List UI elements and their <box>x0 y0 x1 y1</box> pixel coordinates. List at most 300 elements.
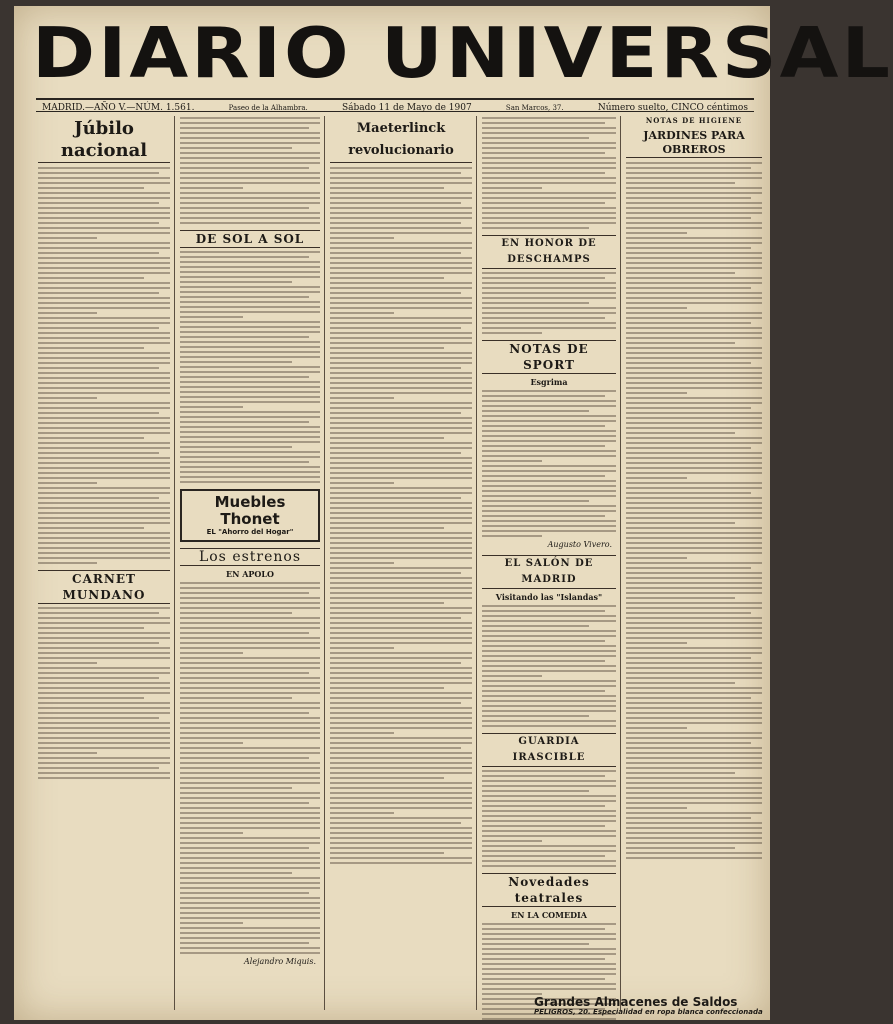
text-line <box>330 647 394 649</box>
text-line <box>330 682 472 684</box>
article-body <box>482 117 616 229</box>
text-line <box>180 842 320 844</box>
text-line <box>482 217 616 219</box>
text-line <box>180 657 320 659</box>
text-line <box>626 487 762 489</box>
text-line <box>38 557 170 559</box>
text-line <box>38 542 170 544</box>
text-line <box>626 472 762 474</box>
text-line <box>482 615 616 617</box>
text-line <box>180 336 309 338</box>
text-line <box>38 692 170 694</box>
text-line <box>38 187 144 189</box>
text-line <box>180 612 292 614</box>
text-line <box>38 362 170 364</box>
section-heading: GUARDIA IRASCIBLE <box>482 733 616 767</box>
column-4 <box>482 114 616 1012</box>
text-line <box>626 347 762 349</box>
text-line <box>330 782 472 784</box>
text-line <box>330 752 472 754</box>
text-line <box>180 436 320 438</box>
text-line <box>180 326 320 328</box>
text-line <box>180 306 320 308</box>
text-line <box>482 640 605 642</box>
text-line <box>38 357 170 359</box>
text-line <box>330 567 472 569</box>
text-line <box>180 642 320 644</box>
issue-number: MADRID.—AÑO V.—NÚM. 1.561. <box>42 103 195 113</box>
text-line <box>482 605 616 607</box>
newspaper-page <box>14 6 893 1020</box>
text-line <box>482 710 616 712</box>
text-line <box>626 192 762 194</box>
text-line <box>482 312 616 314</box>
text-line <box>180 356 320 358</box>
masthead-title: DIARIO UNIVERSAL <box>32 11 893 94</box>
text-line <box>626 302 762 304</box>
text-line <box>180 752 320 754</box>
text-line <box>482 480 616 482</box>
issue-price: Número suelto, CINCO céntimos <box>597 103 748 113</box>
text-line <box>330 812 394 814</box>
text-line <box>482 968 616 970</box>
text-line <box>330 777 444 779</box>
text-line <box>330 297 472 299</box>
text-line <box>38 167 170 169</box>
text-line <box>330 792 472 794</box>
text-line <box>180 152 320 154</box>
text-line <box>626 442 762 444</box>
text-line <box>482 187 542 189</box>
text-line <box>482 680 616 682</box>
text-line <box>330 457 472 459</box>
text-line <box>330 512 472 514</box>
text-line <box>626 692 762 694</box>
text-line <box>626 702 762 704</box>
text-line <box>330 352 472 354</box>
section-heading: CARNET MUNDANO <box>38 570 170 604</box>
text-line <box>626 417 762 419</box>
text-line <box>626 462 762 464</box>
text-line <box>180 416 320 418</box>
text-line <box>330 832 472 834</box>
text-line <box>626 792 762 794</box>
text-line <box>482 435 616 437</box>
text-line <box>330 487 472 489</box>
text-line <box>626 467 762 469</box>
text-line <box>330 817 472 819</box>
text-line <box>180 212 320 214</box>
text-line <box>180 867 320 869</box>
text-line <box>626 282 762 284</box>
text-line <box>626 422 762 424</box>
text-line <box>38 657 170 659</box>
text-line <box>38 252 159 254</box>
text-line <box>626 837 762 839</box>
text-line <box>626 252 762 254</box>
text-line <box>626 492 751 494</box>
text-line <box>330 787 472 789</box>
text-line <box>180 386 320 388</box>
text-line <box>180 256 309 258</box>
text-line <box>180 892 309 894</box>
text-line <box>180 316 243 318</box>
text-line <box>38 722 170 724</box>
text-line <box>330 677 472 679</box>
text-line <box>482 525 616 527</box>
text-line <box>330 382 472 384</box>
text-line <box>180 817 320 819</box>
text-line <box>38 382 170 384</box>
text-line <box>38 512 170 514</box>
section-subheading: Visitando las "Islandas" <box>495 592 603 602</box>
text-line <box>38 507 170 509</box>
text-line <box>38 402 170 404</box>
text-line <box>330 727 472 729</box>
text-line <box>330 587 472 589</box>
article-signature: Alejandro Miquis. <box>243 957 316 966</box>
text-line <box>180 797 320 799</box>
text-line <box>330 307 472 309</box>
text-line <box>626 602 762 604</box>
text-line <box>330 707 472 709</box>
text-line <box>180 132 320 134</box>
text-line <box>38 312 97 314</box>
column-5 <box>626 114 762 1012</box>
text-line <box>626 452 762 454</box>
text-line <box>38 632 170 634</box>
text-line <box>626 167 751 169</box>
text-line <box>626 457 762 459</box>
text-line <box>482 695 616 697</box>
text-line <box>626 332 762 334</box>
text-line <box>626 227 762 229</box>
text-line <box>626 232 687 234</box>
text-line <box>38 222 159 224</box>
text-line <box>482 465 616 467</box>
text-line <box>330 652 472 654</box>
text-line <box>626 572 762 574</box>
text-line <box>626 637 762 639</box>
text-line <box>38 342 170 344</box>
text-line <box>180 757 309 759</box>
text-line <box>330 632 472 634</box>
text-line <box>626 607 762 609</box>
text-line <box>38 387 170 389</box>
text-line <box>626 297 762 299</box>
text-line <box>482 440 616 442</box>
text-line <box>38 772 170 774</box>
text-line <box>330 432 472 434</box>
text-line <box>38 442 170 444</box>
text-line <box>38 717 159 719</box>
text-line <box>482 287 616 289</box>
text-line <box>626 552 762 554</box>
text-line <box>38 472 170 474</box>
text-line <box>330 237 394 239</box>
text-line <box>482 505 616 507</box>
text-line <box>180 772 320 774</box>
text-line <box>330 772 472 774</box>
text-line <box>626 772 735 774</box>
text-line <box>180 142 320 144</box>
text-line <box>180 807 320 809</box>
text-line <box>626 292 762 294</box>
text-line <box>626 367 762 369</box>
text-line <box>482 650 616 652</box>
text-line <box>180 907 320 909</box>
section-heading: Los estrenos <box>180 548 320 566</box>
text-line <box>482 500 589 502</box>
text-line <box>482 948 616 950</box>
text-line <box>38 352 170 354</box>
text-line <box>626 857 762 859</box>
text-line <box>482 670 616 672</box>
text-line <box>330 862 472 864</box>
text-line <box>180 587 320 589</box>
text-line <box>38 457 170 459</box>
text-line <box>626 707 762 709</box>
text-line <box>38 702 170 704</box>
text-line <box>330 687 444 689</box>
text-line <box>180 812 320 814</box>
section-subheading: EN LA COMEDIA <box>511 910 587 920</box>
text-line <box>38 417 170 419</box>
text-line <box>38 172 159 174</box>
text-line <box>626 187 762 189</box>
ad-subtitle: PELIGROS, 20. Especialidad en ropa blanca confeccionada <box>534 1008 763 1016</box>
text-line <box>626 267 762 269</box>
text-line <box>180 122 320 124</box>
text-line <box>330 417 472 419</box>
text-line <box>38 227 170 229</box>
text-line <box>330 242 472 244</box>
text-line <box>626 847 735 849</box>
text-line <box>482 132 616 134</box>
text-line <box>38 422 170 424</box>
text-line <box>482 675 542 677</box>
text-line <box>180 872 292 874</box>
text-line <box>626 767 762 769</box>
text-line <box>180 932 320 934</box>
text-line <box>626 532 762 534</box>
text-line <box>38 477 170 479</box>
text-line <box>180 597 320 599</box>
text-line <box>330 622 472 624</box>
text-line <box>626 782 762 784</box>
text-line <box>180 177 320 179</box>
text-line <box>626 477 687 479</box>
text-line <box>330 692 472 694</box>
text-line <box>482 332 542 334</box>
text-line <box>38 212 170 214</box>
text-line <box>626 272 735 274</box>
text-line <box>482 127 616 129</box>
text-line <box>482 820 616 822</box>
text-line <box>38 767 159 769</box>
text-line <box>38 527 144 529</box>
text-line <box>38 487 170 489</box>
text-line <box>626 432 735 434</box>
text-line <box>626 742 751 744</box>
text-line <box>330 442 472 444</box>
article-headline: JARDINES PARA OBREROS <box>626 129 762 158</box>
text-line <box>626 217 751 219</box>
text-line <box>180 852 320 854</box>
text-line <box>330 612 472 614</box>
text-line <box>180 882 320 884</box>
text-line <box>330 437 444 439</box>
text-line <box>38 752 97 754</box>
text-line <box>38 552 170 554</box>
text-line <box>38 662 97 664</box>
text-line <box>330 852 444 854</box>
text-line <box>330 227 472 229</box>
text-line <box>330 292 461 294</box>
section-heading: NOTAS DE SPORT <box>482 340 616 374</box>
text-line <box>626 357 762 359</box>
text-line <box>38 262 170 264</box>
text-line <box>626 657 751 659</box>
text-line <box>482 865 616 867</box>
text-line <box>482 795 616 797</box>
text-line <box>626 322 751 324</box>
text-line <box>180 311 320 313</box>
text-line <box>330 462 472 464</box>
text-line <box>482 700 616 702</box>
text-line <box>330 327 461 329</box>
text-line <box>180 827 320 829</box>
text-line <box>38 637 170 639</box>
text-line <box>330 472 472 474</box>
text-line <box>482 780 616 782</box>
text-line <box>482 535 542 537</box>
text-line <box>330 392 472 394</box>
text-line <box>626 807 687 809</box>
text-line <box>180 411 320 413</box>
text-line <box>482 775 605 777</box>
text-line <box>482 645 616 647</box>
text-line <box>626 812 762 814</box>
column-2 <box>180 114 320 1012</box>
text-line <box>38 177 170 179</box>
text-line <box>180 672 309 674</box>
text-line <box>482 835 616 837</box>
dateline <box>36 98 754 112</box>
text-line <box>330 342 472 344</box>
text-line <box>330 187 444 189</box>
text-line <box>626 237 762 239</box>
text-line <box>38 307 170 309</box>
text-line <box>330 252 461 254</box>
text-line <box>180 261 320 263</box>
text-line <box>38 537 170 539</box>
text-line <box>626 427 762 429</box>
text-line <box>482 327 616 329</box>
text-line <box>626 482 762 484</box>
text-line <box>38 622 170 624</box>
text-line <box>626 777 762 779</box>
text-line <box>38 407 170 409</box>
text-line <box>38 277 144 279</box>
text-line <box>626 672 762 674</box>
text-line <box>180 346 320 348</box>
text-line <box>482 943 589 945</box>
text-line <box>626 527 762 529</box>
text-line <box>180 182 320 184</box>
text-line <box>626 502 762 504</box>
text-line <box>330 537 472 539</box>
text-line <box>482 322 616 324</box>
text-line <box>180 717 320 719</box>
text-line <box>330 657 472 659</box>
text-line <box>626 817 751 819</box>
text-line <box>482 1018 616 1020</box>
text-line <box>180 887 320 889</box>
text-line <box>330 557 472 559</box>
text-line <box>626 522 735 524</box>
text-line <box>626 797 762 799</box>
text-line <box>38 737 170 739</box>
text-line <box>180 187 243 189</box>
text-line <box>38 462 170 464</box>
text-line <box>180 431 320 433</box>
text-line <box>330 517 472 519</box>
text-line <box>626 247 751 249</box>
text-line <box>180 361 292 363</box>
text-line <box>180 677 320 679</box>
text-line <box>482 455 616 457</box>
text-line <box>180 281 292 283</box>
text-line <box>482 405 616 407</box>
text-line <box>180 426 320 428</box>
text-line <box>626 787 762 789</box>
text-line <box>330 702 461 704</box>
text-line <box>330 542 472 544</box>
text-line <box>180 627 320 629</box>
text-line <box>180 147 292 149</box>
text-line <box>626 162 762 164</box>
text-line <box>482 840 542 842</box>
text-line <box>180 787 292 789</box>
text-line <box>38 497 159 499</box>
text-line <box>38 332 170 334</box>
text-line <box>330 357 472 359</box>
text-line <box>330 572 461 574</box>
text-line <box>38 612 159 614</box>
text-line <box>626 562 762 564</box>
text-line <box>180 832 243 834</box>
text-line <box>626 402 762 404</box>
text-line <box>626 717 762 719</box>
text-line <box>180 662 320 664</box>
article-body <box>180 582 320 954</box>
text-line <box>180 802 309 804</box>
text-line <box>38 732 170 734</box>
text-line <box>482 725 616 727</box>
text-line <box>482 302 589 304</box>
text-line <box>482 292 616 294</box>
text-line <box>180 466 320 468</box>
text-line <box>180 456 320 458</box>
text-line <box>38 747 170 749</box>
text-line <box>482 515 605 517</box>
ad-title: Grandes Almacenes de Saldos <box>534 995 738 1009</box>
text-line <box>626 222 762 224</box>
text-line <box>482 420 616 422</box>
text-line <box>180 727 320 729</box>
text-line <box>482 122 605 124</box>
